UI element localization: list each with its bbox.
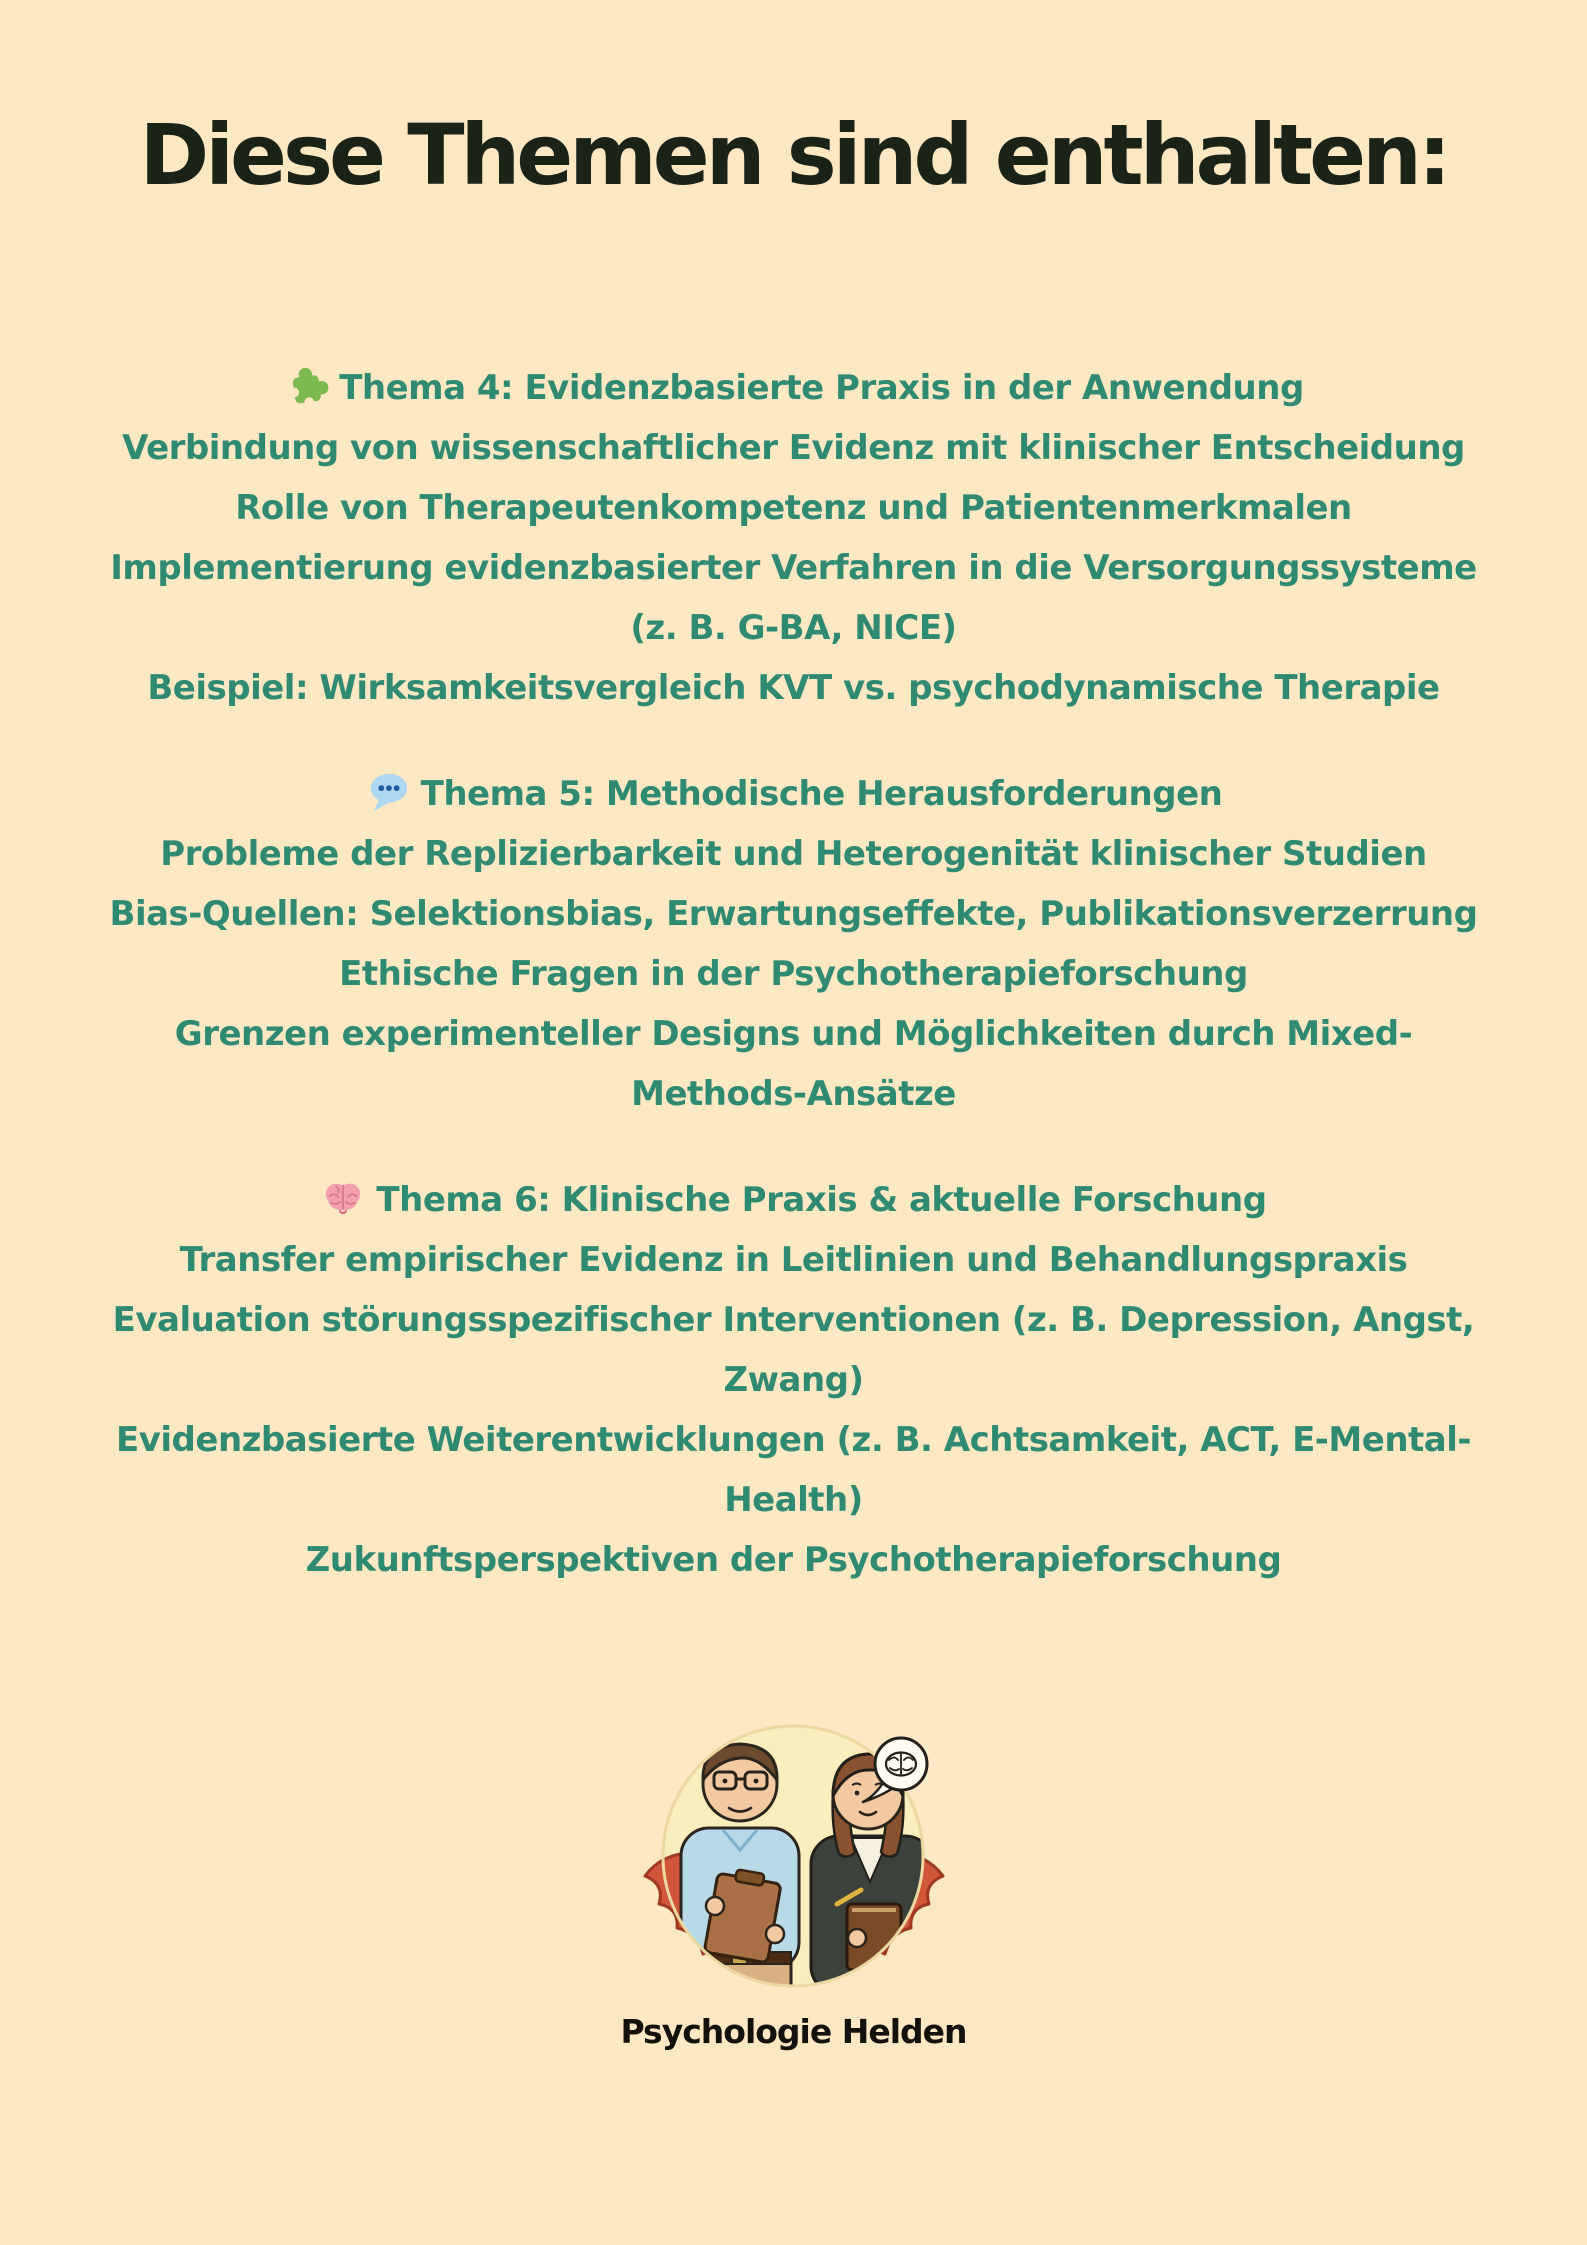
topic-line: Evidenzbasierte Weiterentwicklungen (z. B. Achtsamkeit, ACT, E-Mental-Health): [116, 1420, 1471, 1521]
brain-icon: [320, 1175, 366, 1221]
section-thema-6: [79, 1170, 1509, 1590]
topic-list: [79, 358, 1509, 1590]
topic-line: Ethische Fragen in der Psychotherapieforschung: [339, 954, 1248, 995]
topic-line: Transfer empirischer Evidenz in Leitlinien und Behandlungspraxis: [179, 1240, 1408, 1281]
brand-footer: [620, 1708, 966, 2051]
topic-line: Rolle von Therapeutenkompetenz und Patientenmerkmalen: [235, 488, 1352, 529]
topic-line: Zukunftsperspektiven der Psychotherapieforschung: [305, 1540, 1282, 1581]
puzzle-piece-icon: [283, 363, 329, 409]
section-thema-4: [79, 358, 1509, 718]
psychologist-heroes-illustration: [623, 1708, 965, 2000]
topic-line: Grenzen experimenteller Designs und Möglichkeiten durch Mixed-Methods-⁠Ansätze: [174, 1014, 1413, 1115]
page-title: Diese Themen sind enthalten:: [139, 106, 1448, 204]
section-heading-label: Thema 4: Evidenzbasierte Praxis in der Anwendung: [339, 368, 1304, 409]
topic-line: Evaluation störungsspezifischer Interventionen (z. B. Depression, Angst, Zwang): [112, 1300, 1475, 1401]
section-heading-label: Thema 6: Klinische Praxis & aktuelle Forschung: [376, 1180, 1267, 1221]
topic-line: Implementierung evidenzbasierter Verfahren in die Versorgungssysteme (z. B. G-BA, NICE): [110, 548, 1477, 649]
brand-wordmark: Psychologie Helden: [620, 2012, 967, 2052]
topic-line: Beispiel: Wirksamkeitsvergleich KVT vs. psychodynamische Therapie: [147, 668, 1440, 709]
section-thema-5: [79, 764, 1509, 1124]
section-heading: [79, 358, 1509, 418]
topic-line: Bias-Quellen: Selektionsbias, Erwartungseffekte, Publikationsverzerrung: [109, 894, 1478, 935]
section-heading-label: Thema 5: Methodische Herausforderungen: [420, 774, 1223, 815]
topic-line: Verbindung von wissenschaftlicher Evidenz mit klinischer Entscheidung: [122, 428, 1465, 469]
speech-balloon-icon: [365, 769, 411, 815]
section-heading: [79, 764, 1509, 824]
section-heading: [79, 1170, 1509, 1230]
topic-line: Probleme der Replizierbarkeit und Heterogenität klinischer Studien: [160, 834, 1427, 875]
